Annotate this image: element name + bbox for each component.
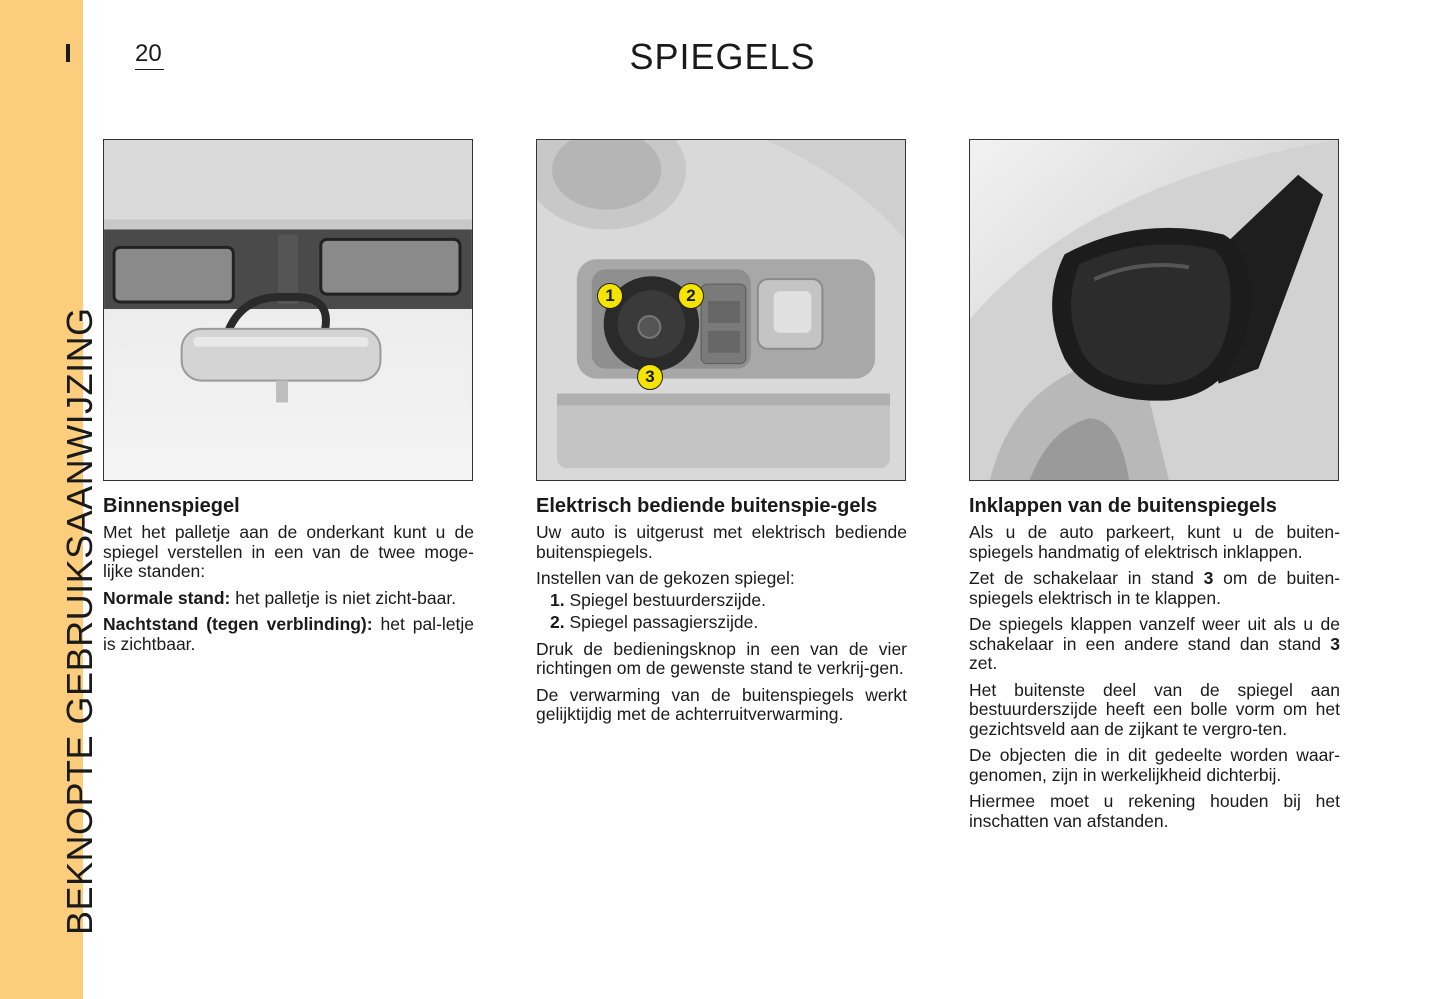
paragraph xyxy=(969,615,1340,674)
page-title: SPIEGELS xyxy=(629,36,816,77)
heading-interior-mirror: Binnenspiegel xyxy=(103,495,240,517)
paragraph-text: om de buiten-spiegels elektrisch in te klappen. xyxy=(969,568,1341,608)
paragraph xyxy=(969,569,1340,608)
paragraph: De objecten die in dit gedeelte worden waar-genomen, zijn in werkelijkheid dichterbij. xyxy=(969,745,1340,785)
exterior-mirror-photo xyxy=(969,139,1339,481)
paragraph: Met het palletje aan de onderkant kunt u de spiegel verstellen in een van de twee moge-lijke standen: xyxy=(103,522,474,581)
paragraph-text: het pal-letje is zichtbaar. xyxy=(103,614,474,654)
mirror-control-illustration xyxy=(537,140,905,480)
list-number: 2. xyxy=(550,612,565,632)
list-text: Spiegel passagierszijde. xyxy=(564,612,759,632)
exterior-mirror-illustration xyxy=(970,140,1338,480)
column-folding-mirrors xyxy=(969,495,1340,838)
interior-mirror-illustration xyxy=(104,140,472,480)
column-electric-mirrors xyxy=(536,495,907,732)
paragraph-night-position xyxy=(103,615,474,654)
heading-electric-mirrors: Elektrisch bediende buitenspie-gels xyxy=(536,495,878,517)
paragraph: Het buitenste deel van de spiegel aan bestuurderszijde heeft een bolle vorm om het gezichtsveld aan de zijkant te vergro-ten. xyxy=(969,679,1340,739)
bold-term: Nachtstand (tegen verblinding): xyxy=(103,614,373,634)
interior-mirror-photo xyxy=(103,139,473,481)
chapter-title: BEKNOPTE GEBRUIKSAANWIJZING xyxy=(59,307,100,935)
paragraph-text: het palletje is niet zicht-baar. xyxy=(230,587,457,608)
heading-folding-mirrors: Inklappen van de buitenspiegels xyxy=(969,495,1277,517)
paragraph: Uw auto is uitgerust met elektrisch bediende buitenspiegels. xyxy=(536,522,907,562)
page-number: 20 xyxy=(135,40,164,70)
paragraph-normal-position xyxy=(103,589,474,609)
paragraph: Instellen van de gekozen spiegel: xyxy=(536,568,795,588)
bold-number: 3 xyxy=(1330,633,1340,654)
bold-number: 3 xyxy=(1203,568,1214,588)
callout-2: 2 xyxy=(678,283,704,309)
bold-term: Normale stand: xyxy=(103,587,231,608)
list-item xyxy=(550,613,907,633)
callout-1: 1 xyxy=(597,283,623,309)
sidebar-mark xyxy=(66,44,70,62)
chapter-sidebar xyxy=(0,0,100,999)
paragraph-text: De spiegels klappen vanzelf weer uit als u de schakelaar in een andere stand dan stand xyxy=(969,614,1340,654)
callout-3: 3 xyxy=(637,364,663,390)
list-text: Spiegel bestuurderszijde. xyxy=(564,589,766,610)
paragraph: De verwarming van de buitenspiegels werkt gelijktijdig met de achterruitverwarming. xyxy=(536,684,907,724)
paragraph-text: zet. xyxy=(969,653,998,673)
paragraph: Als u de auto parkeert, kunt u de buiten-spiegels handmatig of elektrisch inklappen. xyxy=(969,522,1340,562)
paragraph: Hiermee moet u rekening houden bij het inschatten van afstanden. xyxy=(969,791,1340,831)
mirror-control-photo xyxy=(536,139,906,481)
column-interior-mirror xyxy=(103,495,474,661)
paragraph-text: Zet de schakelaar in stand xyxy=(969,568,1204,588)
paragraph: Druk de bedieningsknop in een van de vier richtingen om de gewenste stand te verkrij-gen. xyxy=(536,638,907,678)
list-number: 1. xyxy=(550,589,565,610)
list-item xyxy=(550,591,907,611)
